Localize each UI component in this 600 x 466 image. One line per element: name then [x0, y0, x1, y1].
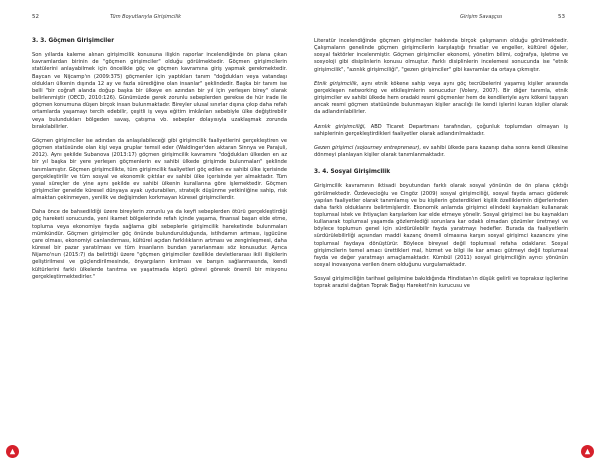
- right-running-head: Girişim Savaşçısı: [460, 14, 503, 20]
- paragraph: Literatür incelendiğinde göçmen girişimciler hakkında birçok çalışmanın olduğu görülmektedir. Çalışmaların genelinde göçmen girişimcilerin karşılaştığı fırsatlar ve engeller, kültürel öğeler, sosyal faktörler incelenmiştir. Göçmen girişimciler ekonomi, yönetim bilimi, coğrafya, işletme ve sosyoloji gibi disiplinlerin konusu olmuştur. Farklı disiplinlerin incelemesi sonucunda ise "etnik girişimcilik", "azınlık girişimciliği", "gezen girişimciler" gibi kavramlar da ortaya çıkmıştır.: [314, 38, 568, 73]
- left-running-head: Tüm Boyutlarıyla Girişimcilik: [110, 14, 182, 20]
- paragraph: Göçmen girişimciler ise adından da anlaşılabileceği gibi girişimcilik faaliyetlerini gerçekleştiren ve göçmen statüsünde olan kişi veya gruplar temsil eder (Waldinger'den aktaran Sinnya ve Parajuli, 2012). Aynı şekilde Subanova (2013:17) göçmen girişimcilik kavramını "doğdukları ülkeden en az bir yıl başka bir yere yerleşen göçmenlerin ev sahibi ülkede girişimde bulunmaları" şeklinde tanımlamıştır. Göçmen girişimcilikte, tüm girişimcilik faaliyetleri göç edilen ev sahibi ülke içerisinde gerçekleştirilir ve tüm sosyal ve ekonomik çıktılar ev sahibi ülke içerisinde yer almaktadır. Tüm yasal süreçler de yine aynı şekilde ev sahibi ülkenin kurallarına göre işlemektedir. Göçmen girişimciler genelde küresel dünyaya ayak uydurabilen, stratejik düşünme yetkinliğine sahip, risk almaktan çekinmeyen, yenilik ve değişimden korkmayan küresel girişimcilerdir.: [32, 137, 287, 202]
- definition-term: Gezen girişimci (sojourney entrepreneur),: [314, 144, 422, 151]
- definition-text: aynı etnik kökene sahip veya aynı göç tecrübelerini yaşamış kişiler arasında gerçekleşen networking ve etkileşimlerin sonucudur (Volery, 2007). Bir diğer tanımla, etnik girişimciler ev sahibi ülkede hem oradaki resmi göçmenler hem de kendileriyle aynı kökeni taşıyan ancak resmi göçmen statüsünde bulunmayan kişiler aracılığı ile kendi işlerini kuran kişiler olarak da adlandırılabilirler.: [314, 80, 568, 116]
- section-title-sosyal: 3. 4. Sosyal Girişimcilik: [314, 169, 391, 176]
- paragraph: Daha önce de bahsedildiği üzere bireylerin zorunlu ya da keyfi sebeplerden ötürü gerçekleştirdiği göç hareketi sonucunda, yeni ikamet bölgelerinde refah içinde yaşama, finansal başarı elde etme, topluma veya ekonomiye fayda sağlama gibi sebeplerle girişimcilik hareketinde bulunmaları mümkündür. Göçmen girişimciler göç önünde bulundurulduğunda, istihdamın artması, işgücüne çare olması, ekonomiyi canlandırması, kültürel açıdan farklılıkların artması ve zenginleşmesi, daha küresel bir pazar yaratılması ve tüm insanların bundan yararlanması söz konusudur. Ayrıca Nijamo'nun (2015:7) da belirttiği üzere "göçmen girişimciler özellikle devletlerarası ikili ilişkilerin geliştirilmesi ve güçlendirilmesinde, önyargıların kırılması ve barışın sağlanmasında, kendi kültürlerini farklı ülkelerde tanıtma ve yaşatmada köprü görevi görerek önemli bir misyonu gerçekleştirmektedirler.": [32, 209, 287, 280]
- definition-paragraph: [314, 124, 568, 138]
- definition-paragraph: [314, 145, 568, 159]
- paragraph: Son yıllarda kaleme alınan girişimcilik konusuna ilişkin raporlar incelendiğinde ön plana çıkan kavramlardan birinin de "göçmen girişimciler" olduğu görülmektedir. Göçmen girişimcilerin statülerini anlayabilmek için öncelikle göç ve göçmen kavramına giriş yapmak gerekmektedir. Baycan ve Nijcamp'ın (2009:375) göçmenler için yaptıkları tanım "doğdukları veya vatandaşı oldukları ülkenin dışında 12 ay ve fazla sürediğine olan insanlar" şeklindedir. Başka bir tanım ise belli "bir coğrafi alanda doğup başka bir ülkeye en azından bir yıl için yerleşen birey" olarak belirlenmiştir (OECD, 2010:126). Günümüzde gerek zorunlu sebeplerden gerekse de hür irade ile göçmen konumuna düşen birçok insan bulunmaktadır. Bireyler ulusal sınırlar dışına çıkıp daha refah ortamlarda yaşamayı tercih edebilir, çeşitli iş veya eğitim imkânları sebebiyle ülke değiştirebilir veya bulundukları bölgeden savaş, çatışma vb. sebepler dolayısıyla uzaklaşmak zorunda bırakılabilirler.: [32, 52, 287, 130]
- right-text-column: [314, 38, 568, 298]
- left-page-number: 52: [32, 14, 39, 20]
- publisher-logo-icon: [6, 445, 19, 458]
- definition-term: Azınlık girişimciliği,: [314, 123, 366, 130]
- right-page: [300, 0, 600, 466]
- definition-text: ev sahibi ülkede para kazanıp daha sonra kendi ülkesine dönmeyi planlayan kişiler olarak tanımlanmaktadır.: [314, 144, 568, 159]
- right-page-number: 53: [558, 14, 565, 20]
- definition-term: Etnik girişimcilik,: [314, 80, 359, 87]
- section-title-gocmen: 3. 3. Göçmen Girişimciler: [32, 38, 115, 44]
- paragraph: Girişimcilik kavramının iktisadi boyutundan farklı olarak sosyal yönünün de ön plana çıktığı görülmektedir. Özdevecioğlu ve Cingöz (2009) sosyal girişimciliği, sosyal fayda amacı güderek yapılan faaliyetler olarak tanımlamış ve bu kişilerin gösterdikleri kişilik özelliklerinin diğerlerinden daha farklı olduklarını belirtmişlerdir. Ekonomik anlamda girişimci elindeki kaynakları kullanarak toplumsal istek ve ihtiyaçları karşılarken kar elde etmeye yönelir. Sosyal girişimci ise bu kaynakları kullanarak toplumsal yaşamda gözlemlediği sorunlara kar odaklı olmadan çözümler üretmeyi ve böylece toplumun genel için sürdürülebilir fayda yaratmayı hedefler. Burada da faaliyetlerin sürdürülebilirliği açısından maddi kazanç önemli olmasına karşın sosyal girişimci kazancını yine toplumsal faydaya dönüştürür. Böylece bireysel değil toplumsal refaha odaklanır. Sosyal girişimcilerin temel amacı ürettikleri mal, hizmet ve bilgi ile kar amacı gütmeyi değil toplumsal fayda ve değer yaratmayı amaçlamaktadır. Kümbül (2011) sosyal girişimciliğin ayrıcı yönünün sosyal inovasyona verilen önem olduğunu vurgulamaktadır.: [314, 183, 568, 269]
- paragraph: Sosyal girişimciliğin tarihsel gelişimine bakıldığında Hindistan'ın düşük gelirli ve topraksız işçilerine toprak arazisi dağıtan Toprak Bağışı Hareketi'nin kurucusu ve: [314, 276, 568, 290]
- publisher-logo-icon: [581, 445, 594, 458]
- definition-text: ABD Ticaret Departmanı tarafından, çoğunluk toplumdan olmayan iş sahiplerinin gerçekleştirdikleri faaliyetler olarak adlandırılmaktadır.: [314, 123, 568, 137]
- left-text-column: [32, 38, 287, 288]
- definition-paragraph: [314, 81, 568, 117]
